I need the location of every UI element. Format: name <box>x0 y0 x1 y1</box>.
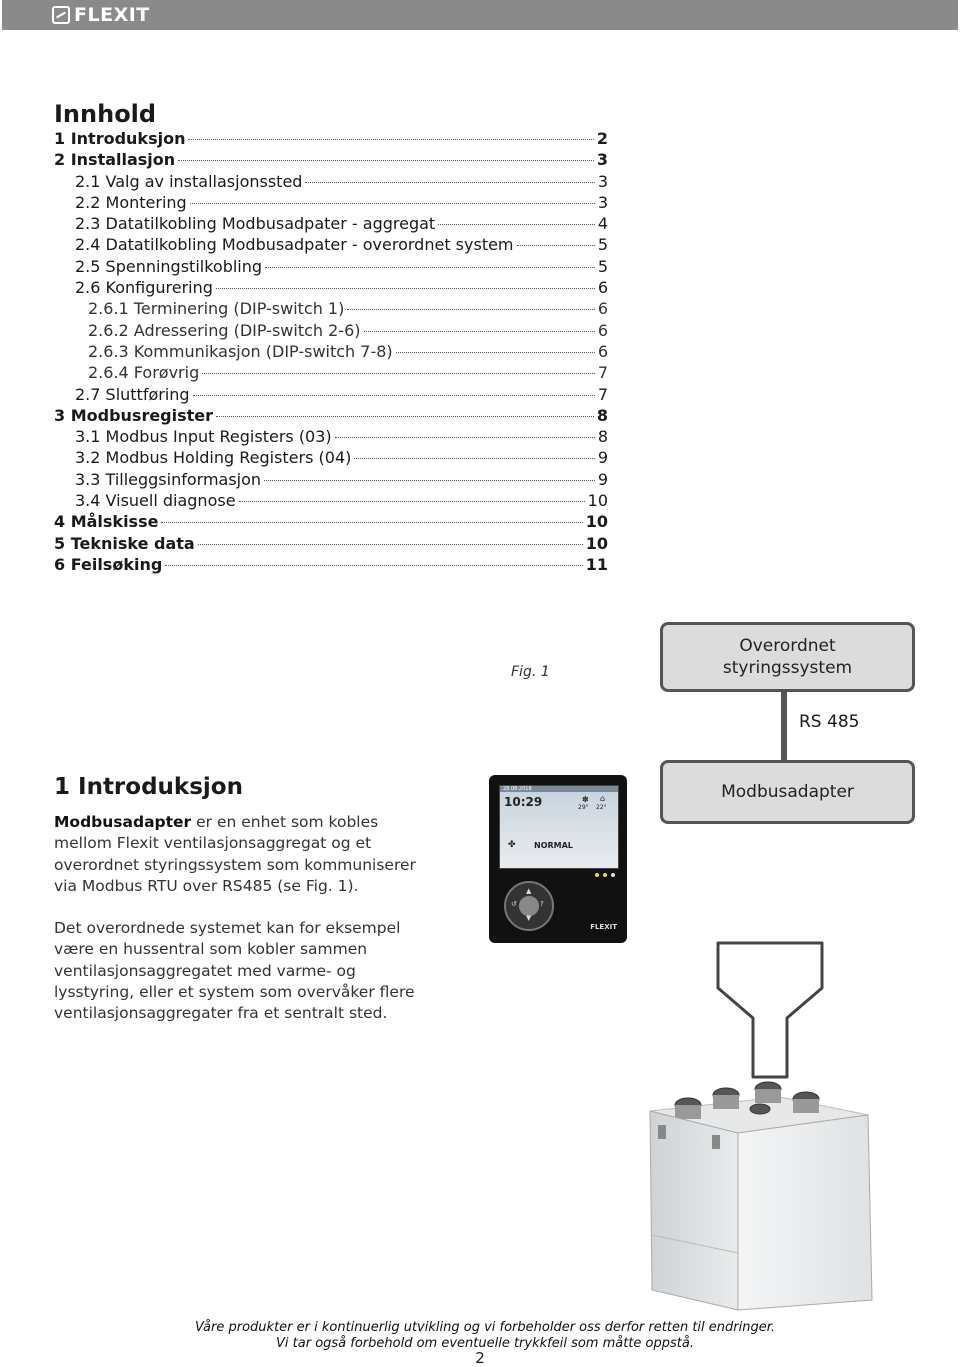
figure-caption: Fig. 1 <box>511 664 550 680</box>
toc-entry[interactable] <box>54 277 608 298</box>
toc-entry-label: 3.2 Modbus Holding Registers (04) <box>75 448 352 468</box>
flexit-logo <box>52 4 150 26</box>
toc-entry[interactable] <box>54 426 608 447</box>
toc-entry-label: 2.3 Datatilkobling Modbusadpater - aggregat <box>75 214 436 234</box>
toc-entry-page: 8 <box>597 427 608 447</box>
toc-entry[interactable] <box>54 533 608 554</box>
toc-entry[interactable] <box>54 234 608 255</box>
toc-entry[interactable] <box>54 320 608 341</box>
panel-time: 10:29 <box>504 795 543 809</box>
toc-leader-dots <box>188 139 593 140</box>
toc-entry-label: 2.6.4 Forøvrig <box>88 363 200 383</box>
up-arrow-icon: ▲ <box>526 887 532 895</box>
toc-entry-page: 7 <box>597 384 608 404</box>
toc-entry-label: 2.7 Sluttføring <box>75 384 190 404</box>
toc-leader-dots <box>347 309 594 310</box>
toc-entry-page: 5 <box>597 256 608 276</box>
toc-entry-label: 2.6 Konfigurering <box>75 278 213 298</box>
toc-entry-label: 3.1 Modbus Input Registers (03) <box>75 427 332 447</box>
toc-entry-page: 10 <box>585 512 608 532</box>
toc-leader-dots <box>265 267 595 268</box>
house-icon: ⌂ <box>600 794 606 803</box>
toc-entry-page: 11 <box>585 554 608 574</box>
navigation-wheel <box>504 881 554 931</box>
toc-leader-dots <box>216 288 595 289</box>
toc-entry-label: 2.6.3 Kommunikasjon (DIP-switch 7-8) <box>88 341 393 361</box>
rs485-connector-line <box>781 692 787 760</box>
toc-entry-page: 7 <box>597 363 608 383</box>
toc-entry[interactable] <box>54 171 608 192</box>
status-led <box>603 873 607 877</box>
toc-entry-label: 1 Introduksjon <box>54 129 186 148</box>
toc-entry-page: 8 <box>596 405 608 425</box>
funnel-connector-graphic <box>715 940 825 1080</box>
toc-entry-page: 6 <box>597 341 608 361</box>
toc-entry-label: 3.4 Visuell diagnose <box>75 491 236 511</box>
toc-entry-page: 6 <box>597 320 608 340</box>
toc-entry-page: 3 <box>597 192 608 212</box>
toc-entry-page: 3 <box>596 150 608 170</box>
intro-paragraph-1-text: er en enhet som kobles mellom Flexit ventilasjonsaggregat og et overordnet styringssystem som kommuniserer via Modbus RTU over RS485 (se Fig. 1). <box>54 813 416 895</box>
toc-entry-label: 4 Målskisse <box>54 512 159 532</box>
toc-entry-page: 10 <box>585 533 608 553</box>
toc-entry-page: 6 <box>597 278 608 298</box>
toc-entry-label: 5 Tekniske data <box>54 533 195 553</box>
toc-entry-page: 2 <box>596 129 608 148</box>
toc-entry-label: 6 Feilsøking <box>54 554 163 574</box>
toc-entry-label: 2.2 Montering <box>75 192 187 212</box>
controller-box-label: Overordnet styringssystem <box>722 636 853 678</box>
rs485-label: RS 485 <box>795 712 863 732</box>
toc-leader-dots <box>216 416 594 417</box>
toc-entry[interactable] <box>54 192 608 213</box>
footer <box>0 1320 960 1352</box>
toc-leader-dots <box>364 331 595 332</box>
fan-icon: ✽ <box>582 795 589 804</box>
toc-entry[interactable] <box>54 362 608 383</box>
toc-entry[interactable] <box>54 469 608 490</box>
page-header <box>2 0 958 30</box>
flexit-logo-icon <box>52 6 70 24</box>
intro-heading: 1 Introduksjon <box>54 774 243 800</box>
control-panel-image <box>489 775 627 943</box>
toc-leader-dots <box>190 203 595 204</box>
mode-icon: ✤ <box>508 840 516 850</box>
controller-box <box>660 622 915 692</box>
toc-entry-label: 3 Modbusregister <box>54 405 214 425</box>
help-icon: ? <box>540 900 544 908</box>
toc-entry[interactable] <box>54 447 608 468</box>
toc-entry[interactable] <box>54 256 608 277</box>
footer-disclaimer-2: Vi tar også forbehold om eventuelle trykkfeil som måtte oppstå. <box>276 1336 694 1351</box>
toc-entry-page: 9 <box>597 469 608 489</box>
toc-entry[interactable] <box>54 213 608 234</box>
control-panel-screen <box>499 785 619 869</box>
toc-entry[interactable] <box>54 298 608 319</box>
toc-leader-dots <box>438 224 595 225</box>
toc-leader-dots <box>517 245 595 246</box>
panel-date: 28.08.2018 <box>503 786 532 792</box>
toc-leader-dots <box>354 458 594 459</box>
logo-text: FLEXIT <box>74 4 150 26</box>
down-arrow-icon: ▼ <box>526 914 532 922</box>
toc-entry[interactable] <box>54 128 608 149</box>
panel-mode: NORMAL <box>534 841 573 850</box>
toc-entry-page: 10 <box>587 491 608 511</box>
toc-title: Innhold <box>54 100 157 128</box>
toc-entry-page: 9 <box>597 448 608 468</box>
toc-entry[interactable] <box>54 511 608 532</box>
panel-temp-2: 22° <box>596 804 607 811</box>
table-of-contents <box>54 128 608 575</box>
toc-entry-label: 2.4 Datatilkobling Modbusadpater - overordnet system <box>75 235 514 255</box>
toc-leader-dots <box>202 373 595 374</box>
toc-entry[interactable] <box>54 341 608 362</box>
status-led <box>611 873 615 877</box>
toc-leader-dots <box>239 501 585 502</box>
toc-leader-dots <box>305 182 594 183</box>
toc-entry[interactable] <box>54 490 608 511</box>
toc-leader-dots <box>161 522 582 523</box>
toc-entry[interactable] <box>54 384 608 405</box>
ventilation-unit-image <box>640 1075 880 1320</box>
toc-leader-dots <box>264 480 595 481</box>
status-led <box>595 873 599 877</box>
intro-paragraph-1 <box>54 812 434 897</box>
modbusadapter-box <box>660 760 915 824</box>
toc-leader-dots <box>193 395 595 396</box>
toc-leader-dots <box>335 437 595 438</box>
toc-leader-dots <box>396 352 595 353</box>
footer-disclaimer-1: Våre produkter er i kontinuerlig utvikling og vi forbeholder oss derfor retten til endringer. <box>195 1320 775 1335</box>
intro-bold-term: Modbusadapter <box>54 813 192 831</box>
panel-temp-1: 29° <box>578 804 589 811</box>
toc-leader-dots <box>165 565 582 566</box>
toc-entry-label: 2.6.1 Terminering (DIP-switch 1) <box>88 299 345 319</box>
toc-entry-label: 2.1 Valg av installasjonssted <box>75 171 303 191</box>
toc-entry-page: 6 <box>597 299 608 319</box>
toc-entry-page: 4 <box>597 214 608 234</box>
toc-entry[interactable] <box>54 405 608 426</box>
status-leds <box>595 873 615 877</box>
toc-leader-dots <box>198 544 583 545</box>
toc-entry-page: 5 <box>597 235 608 255</box>
modbusadapter-box-label: Modbusadapter <box>721 782 854 802</box>
toc-entry-label: 2.5 Spenningstilkobling <box>75 256 263 276</box>
toc-entry-label: 3.3 Tilleggsinformasjon <box>75 469 262 489</box>
intro-paragraph-2: Det overordnede systemet kan for eksempel være en hussentral som kobler sammen ventilasjonsaggregatet med varme- og lysstyring, eller et system som overvåker flere ventilasjonsaggregater fra et sentralt sted. <box>54 919 415 1023</box>
page-number: 2 <box>475 1349 485 1367</box>
toc-entry[interactable] <box>54 149 608 170</box>
toc-leader-dots <box>178 160 594 161</box>
toc-entry-label: 2.6.2 Adressering (DIP-switch 2-6) <box>88 320 361 340</box>
toc-entry[interactable] <box>54 554 608 575</box>
panel-brand: FLEXIT <box>590 923 617 931</box>
toc-entry-label: 2 Installasjon <box>54 150 176 170</box>
back-icon: ↺ <box>511 900 517 908</box>
toc-entry-page: 3 <box>597 171 608 191</box>
